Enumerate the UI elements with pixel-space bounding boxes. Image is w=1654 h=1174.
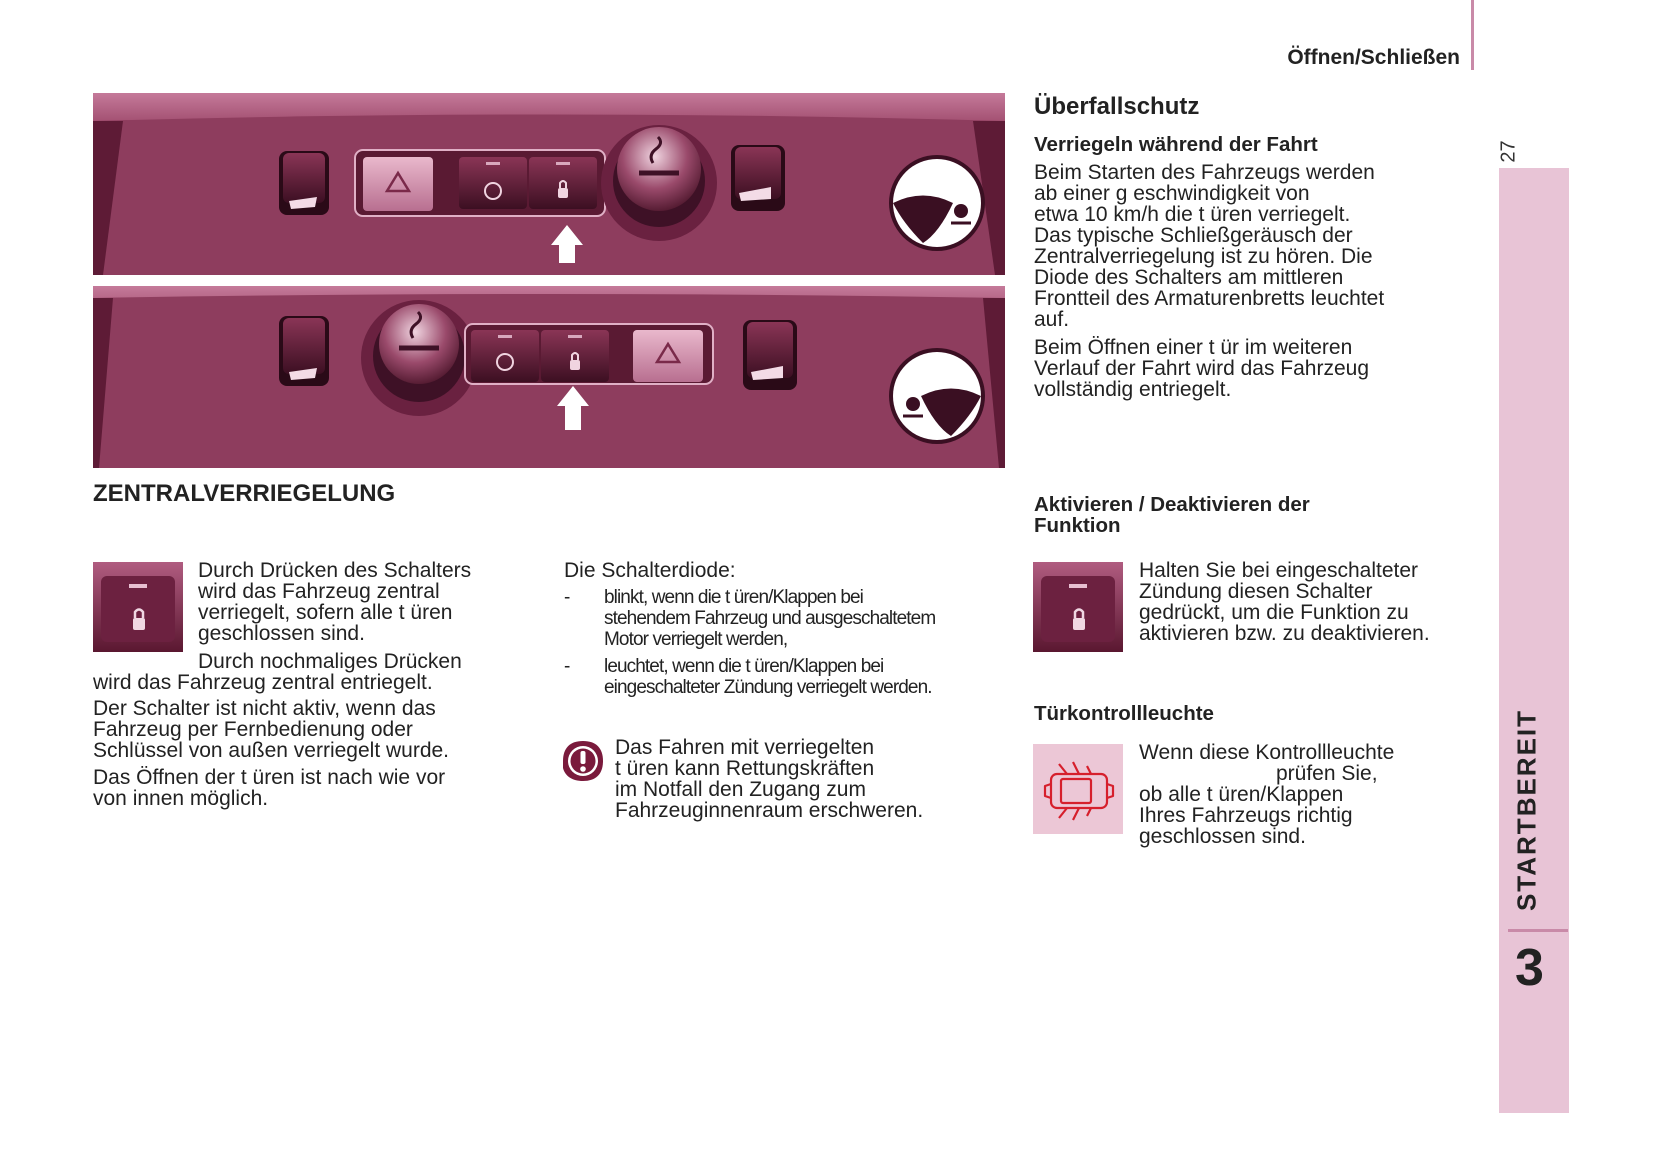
- lock-switch-thumbnail-right: [1033, 562, 1123, 652]
- para-lock-line-2: wird das Fahrzeug zentral: [198, 580, 440, 603]
- dashboard-panel-bottom: [93, 286, 1005, 468]
- lock-switch-icon: [1033, 562, 1123, 652]
- warning-line-2: t üren kann Rettungskräften: [615, 757, 875, 780]
- auto-unlock-line-1: Beim Öffnen einer t ür im weiteren: [1034, 336, 1353, 359]
- lock-switch-thumbnail: [93, 562, 183, 652]
- warning-line-4: Fahrzeuginnenraum erschweren.: [615, 799, 924, 822]
- para-lock-press: [198, 560, 538, 644]
- para-unlock-line-1: Durch nochmaliges Drücken: [198, 650, 462, 673]
- list-dash: -: [564, 656, 570, 677]
- diode-list-item: [564, 656, 1004, 698]
- para-activate: [1139, 560, 1484, 644]
- door-warning-line-1: Wenn diese Kontrollleuchte: [1139, 741, 1395, 764]
- door-open-car-icon: [1033, 744, 1123, 834]
- activate-line-2: Zündung diesen Schalter: [1139, 580, 1373, 603]
- auto-lock-line-1: Beim Starten des Fahrzeugs werden: [1034, 161, 1375, 184]
- diode-intro: Die Schalterdiode:: [564, 559, 736, 582]
- activate-line-4: aktivieren bzw. zu deaktivieren.: [1139, 622, 1430, 645]
- heading-anti-theft: Überfallschutz: [1034, 93, 1200, 120]
- para-open-inside: [93, 767, 543, 809]
- door-warning-line-2: prüfen Sie,: [1276, 762, 1378, 785]
- header-divider: [1471, 0, 1474, 70]
- auto-lock-line-6: Diode des Schalters am mittleren: [1034, 266, 1344, 289]
- door-warning-lamp-box: [1033, 744, 1123, 834]
- warning-line-1: Das Fahren mit verriegelten: [615, 736, 875, 759]
- diode-item-2-line-1: leuchtet, wenn die t üren/Klappen bei: [604, 656, 884, 677]
- chapter-number: 3: [1515, 939, 1544, 997]
- activate-heading-line-1: Aktivieren / Deaktivieren der: [1034, 493, 1310, 516]
- subheading-activate-deactivate: [1034, 494, 1474, 536]
- para-door-warning: [1139, 742, 1484, 847]
- subheading-door-warning-lamp: Türkontrollleuchte: [1034, 702, 1214, 725]
- page-number: [1497, 132, 1521, 172]
- diode-list-item: [564, 587, 1004, 650]
- para-inactive-line-2: Fahrzeug per Fernbedienung oder: [93, 718, 413, 741]
- lock-switch-icon: [93, 562, 183, 652]
- activate-heading-line-2: Funktion: [1034, 514, 1121, 537]
- section-title: Öffnen/Schließen: [1287, 46, 1460, 69]
- diode-list: [564, 587, 1004, 704]
- chapter-label-text: STARTBEREIT: [1511, 708, 1541, 912]
- para-open-line-1: Das Öffnen der t üren ist nach wie vor: [93, 766, 446, 789]
- diode-item-2-line-2: eingeschalteter Zündung verriegelt werden.: [604, 677, 932, 698]
- diode-item-1-line-2: stehendem Fahrzeug und ausgeschaltetem: [604, 608, 936, 629]
- activate-line-3: gedrückt, um die Funktion zu: [1139, 601, 1409, 624]
- diode-item-1-line-1: blinkt, wenn die t üren/Klappen bei: [604, 587, 863, 608]
- para-lock-line-1: Durch Drücken des Schalters: [198, 559, 472, 582]
- warning-line-3: im Notfall den Zugang zum: [615, 778, 866, 801]
- warning-text: [615, 737, 1005, 821]
- subheading-lock-while-driving: Verriegeln während der Fahrt: [1034, 133, 1318, 156]
- dashboard-switch-photo: [93, 93, 1005, 467]
- auto-unlock-line-3: vollständig entriegelt.: [1034, 378, 1232, 401]
- chapter-label: [1499, 700, 1554, 920]
- door-warning-line-3: ob alle t üren/Klappen: [1139, 783, 1344, 806]
- list-dash: -: [564, 587, 570, 608]
- para-inactive-line-1: Der Schalter ist nicht aktiv, wenn das: [93, 697, 436, 720]
- para-unlock-line-2: wird das Fahrzeug zentral entriegelt.: [93, 671, 433, 694]
- auto-unlock-line-2: Verlauf der Fahrt wird das Fahrzeug: [1034, 357, 1369, 380]
- auto-lock-line-5: Zentralverriegelung ist zu hören. Die: [1034, 245, 1373, 268]
- para-open-line-2: von innen möglich.: [93, 787, 269, 810]
- activate-line-1: Halten Sie bei eingeschalteter: [1139, 559, 1419, 582]
- chapter-divider: [1508, 929, 1568, 932]
- auto-lock-line-4: Das typische Schließgeräusch der: [1034, 224, 1353, 247]
- para-lock-line-4: geschlossen sind.: [198, 622, 365, 645]
- auto-lock-line-2: ab einer g eschwindigkeit von: [1034, 182, 1310, 205]
- page-number-text: 27: [1497, 140, 1520, 163]
- dashboard-panel-top: [93, 93, 1005, 275]
- warning-icon: [562, 740, 604, 782]
- door-warning-line-4: Ihres Fahrzeugs richtig: [1139, 804, 1353, 827]
- para-auto-unlock: [1034, 337, 1474, 400]
- heading-central-locking: ZENTRALVERRIEGELUNG: [93, 480, 396, 507]
- para-inactive-line-3: Schlüssel von außen verriegelt wurde.: [93, 739, 450, 762]
- para-switch-inactive: [93, 698, 543, 761]
- diode-item-1-line-3: Motor verriegelt werden,: [604, 629, 788, 650]
- auto-lock-line-8: auf.: [1034, 308, 1070, 331]
- para-auto-lock: [1034, 162, 1474, 330]
- door-warning-line-5: geschlossen sind.: [1139, 825, 1306, 848]
- auto-lock-line-7: Frontteil des Armaturenbretts leuchtet: [1034, 287, 1385, 310]
- para-lock-line-3: verriegelt, sofern alle t üren: [198, 601, 453, 624]
- auto-lock-line-3: etwa 10 km/h die t üren verriegelt.: [1034, 203, 1351, 226]
